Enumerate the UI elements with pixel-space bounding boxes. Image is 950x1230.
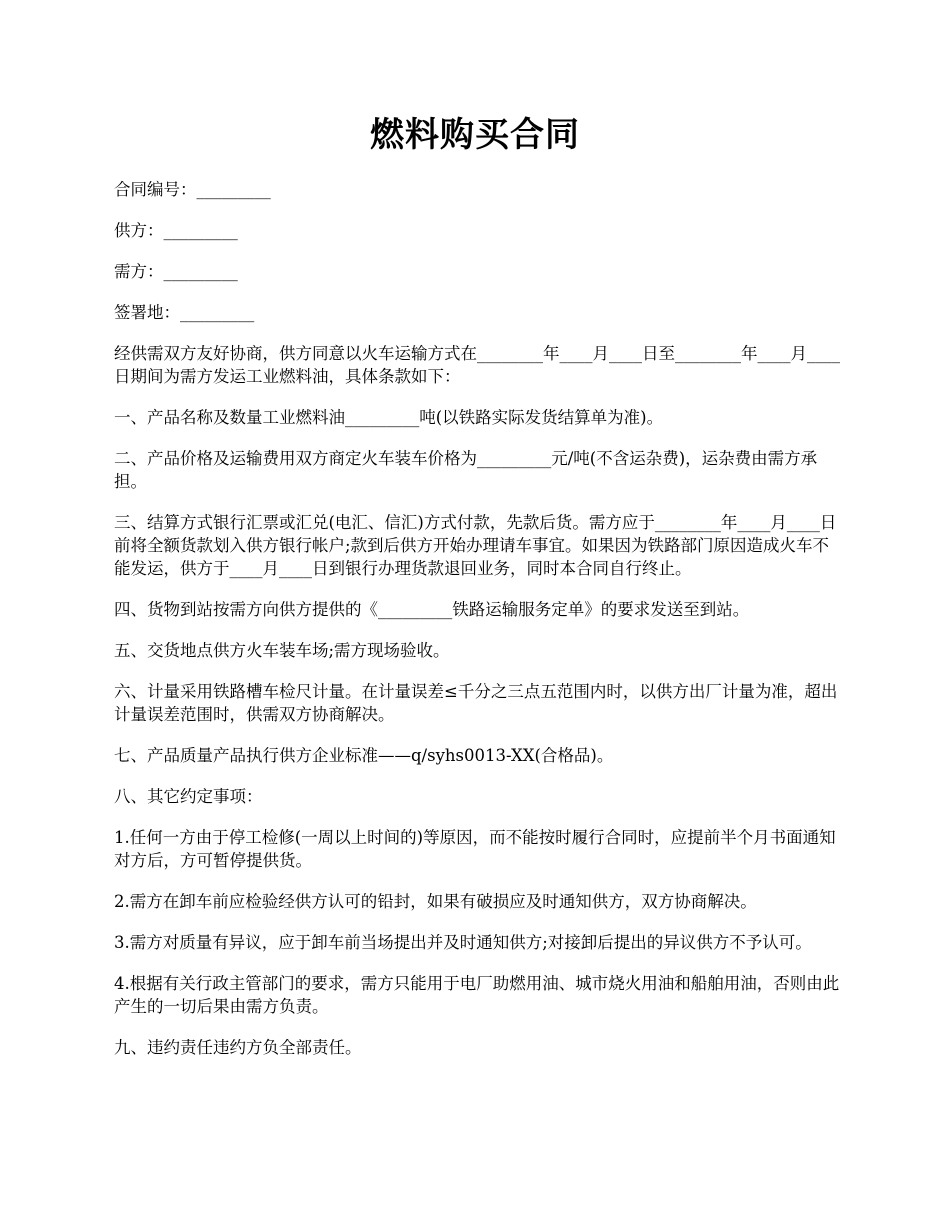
document-body bbox=[114, 178, 842, 1077]
clause-9: 九、违约责任违约方负全部责任。 bbox=[114, 1038, 362, 1057]
clause-8-item-4: 4.根据有关行政主管部门的要求，需方只能用于电厂助燃用油、城市烧火用油和船舶用油，否则由此产生的一切后果由需方负责。 bbox=[114, 974, 840, 1016]
signing-place-field: 签署地：_________ bbox=[114, 303, 255, 322]
clause-3: 三、结算方式银行汇票或汇兑(电汇、信汇)方式付款，先款后货。需方应于________年____月____日前将全额货款划入供方银行帐户;款到后供方开始办理请车事宜。如果因为铁路部门原因造成火车不能发运，供方于____月____日到银行办理货款退回业务，同时本合同自行终止。 bbox=[114, 513, 837, 578]
intro-paragraph: 经供需双方友好协商，供方同意以火车运输方式在________年____月____日至________年____月____日期间为需方发运工业燃料油，具体条款如下： bbox=[114, 344, 840, 386]
clause-8: 八、其它约定事项： bbox=[114, 787, 263, 806]
clause-7: 七、产品质量产品执行供方企业标准——q/syhs0013-XX(合格品)。 bbox=[114, 746, 614, 765]
document-title: 燃料购买合同 bbox=[370, 115, 580, 155]
clause-1: 一、产品名称及数量工业燃料油_________吨(以铁路实际发货结算单为准)。 bbox=[114, 408, 664, 427]
buyer-field: 需方：_________ bbox=[114, 262, 238, 281]
clause-4: 四、货物到站按需方向供方提供的《_________铁路运输服务定单》的要求发送至到站。 bbox=[114, 600, 750, 619]
clause-2: 二、产品价格及运输费用双方商定火车装车价格为_________元/吨(不含运杂费)，运杂费由需方承担。 bbox=[114, 449, 818, 491]
clause-8-item-3: 3.需方对质量有异议，应于卸车前当场提出并及时通知供方;对接卸后提出的异议供方不予认可。 bbox=[114, 933, 812, 952]
clause-5: 五、交货地点供方火车装车场;需方现场验收。 bbox=[114, 641, 450, 660]
contract-number-field: 合同编号：_________ bbox=[114, 180, 271, 199]
clause-8-item-1: 1.任何一方由于停工检修(一周以上时间的)等原因，而不能按时履行合同时，应提前半个月书面通知对方后，方可暂停提供货。 bbox=[114, 828, 836, 870]
supplier-field: 供方：_________ bbox=[114, 221, 238, 240]
clause-6: 六、计量采用铁路槽车检尺计量。在计量误差≤千分之三点五范围内时，以供方出厂计量为准，超出计量误差范围时，供需双方协商解决。 bbox=[114, 682, 838, 724]
clause-8-item-2: 2.需方在卸车前应检验经供方认可的铅封，如果有破损应及时通知供方，双方协商解决。 bbox=[114, 892, 757, 911]
